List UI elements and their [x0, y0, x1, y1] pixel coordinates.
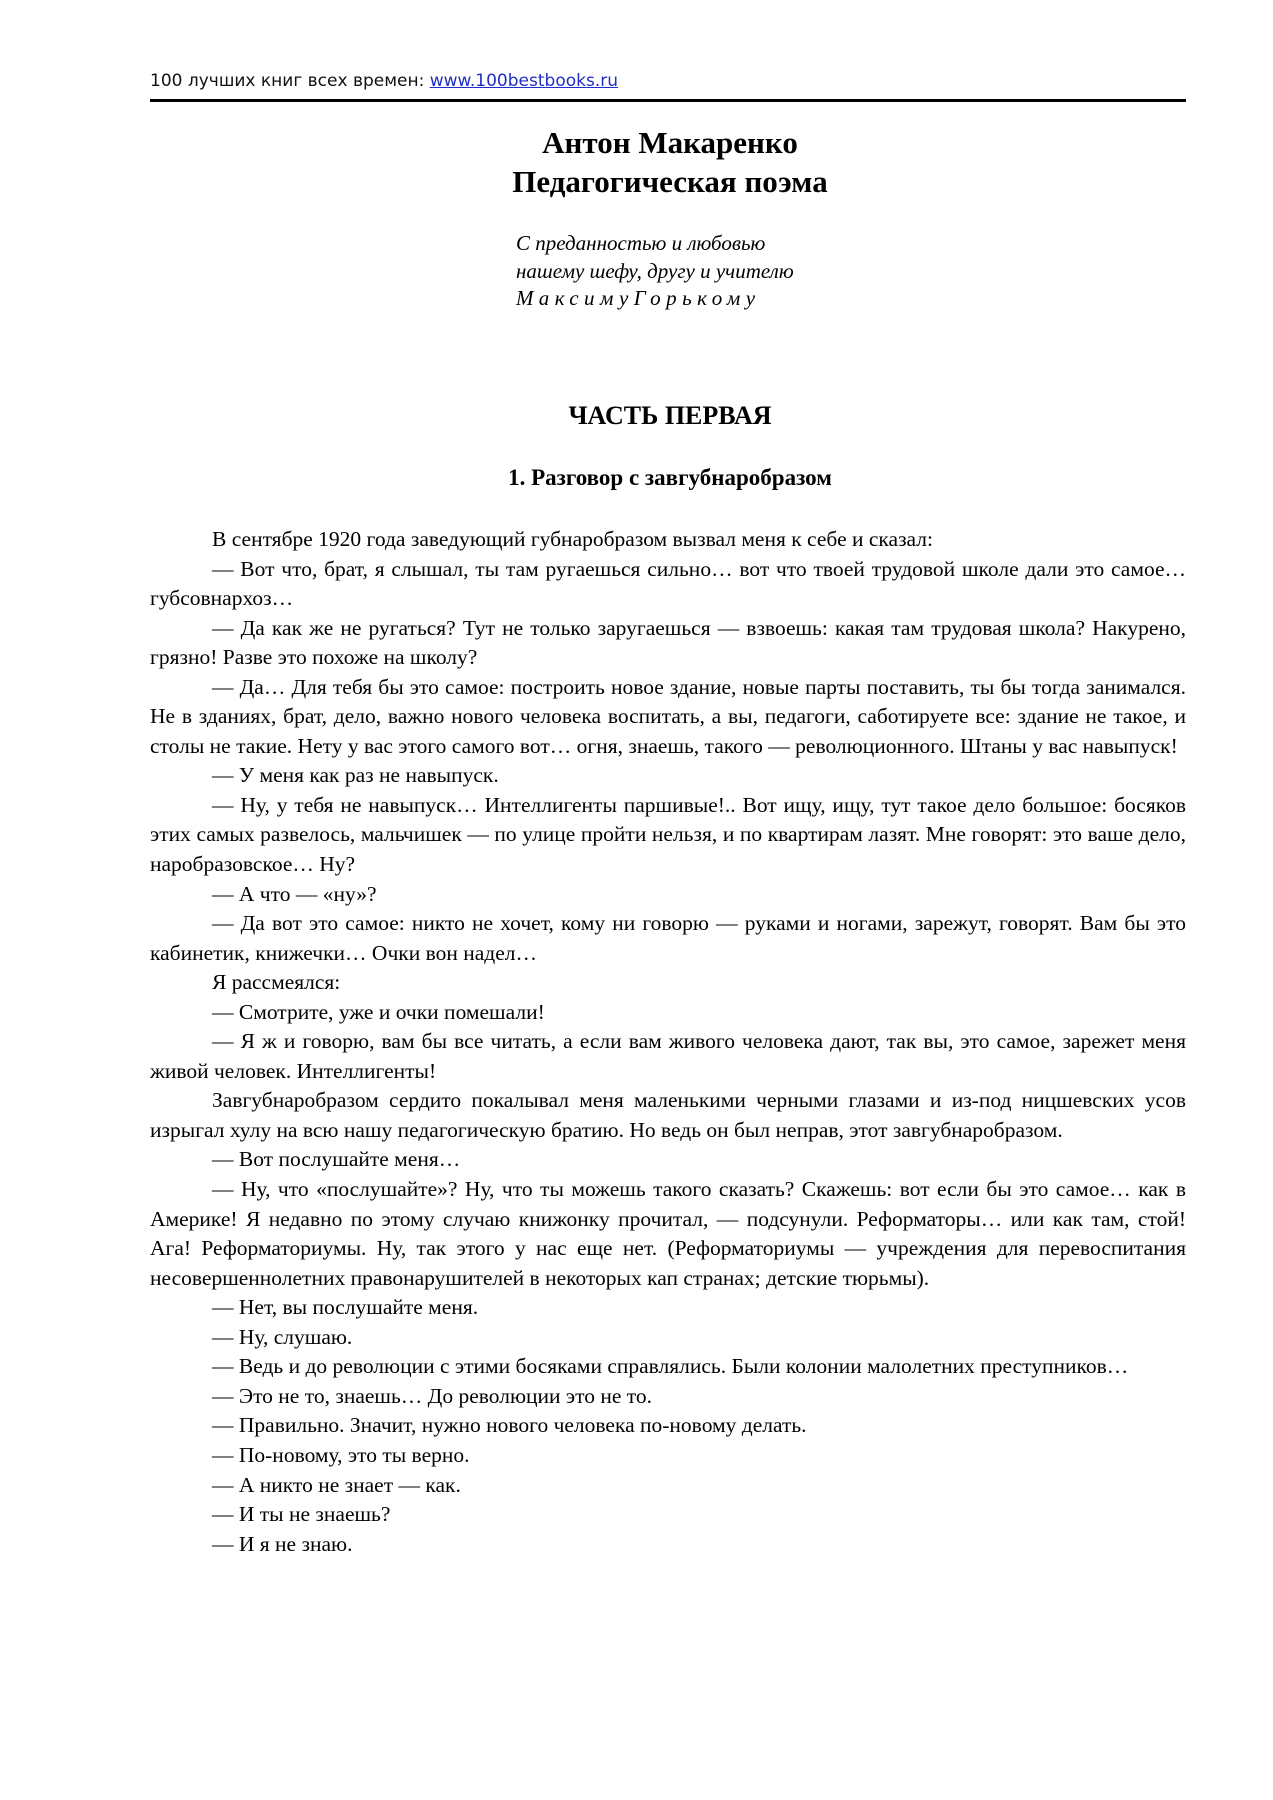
paragraph: — Ну, у тебя не навыпуск… Интеллигенты паршивые!.. Вот ищу, ищу, тут такое дело большое: босяков этих самых развелось, мальчишек — по улице пройти нельзя, и по квартирам лазят. Мне говорят: это ваше дело, наробразовское… Ну? — [150, 792, 1186, 877]
chapter-heading: 1. Разговор с завгубнаробразом — [508, 465, 832, 490]
paragraph: — По-новому, это ты верно. — [212, 1442, 470, 1467]
paragraph: — Я ж и говорю, вам бы все читать, а если вам живого человека дают, так вы, это самое, зарежет меня живой человек. Интеллигенты! — [150, 1029, 1186, 1083]
running-header — [150, 70, 1186, 92]
paragraph: — Да… Для тебя бы это самое: построить новое здание, новые парты поставить, ты бы тогда занимался. Не в зданиях, брат, дело, важно нового человека воспитать, а вы, педагоги, саботируете все: здание не такое, и столы не такие. Нету у вас этого самого вот… огня, знаешь, такого — революционного. Штаны у вас навыпуск! — [150, 674, 1186, 758]
paragraph: — Да как же не ругаться? Тут не только заругаешься — взвоешь: какая там трудовая школа? Накурено, грязно! Разве это похоже на школу? — [150, 615, 1186, 670]
paragraph: В сентябре 1920 года заведующий губнаробразом вызвал меня к себе и сказал: — [212, 527, 933, 551]
paragraph: — Да вот это самое: никто не хочет, кому ни говорю — руками и ногами, зарежут, говорят. Вам бы это кабинетик, книжечки… Очки вон надел… — [150, 911, 1186, 965]
book-title: Педагогическая поэма — [512, 164, 828, 199]
paragraph: — А что — «ну»? — [212, 881, 377, 906]
paragraph: — Ну, что «послушайте»? Ну, что ты можешь такого сказать? Скажешь: вот если бы это самое… как в Америке! Я недавно по этому случаю книжонку прочитал, — подсунули. Реформаторы… или как там, стой! Ага! Реформаториумы. Ну, так этого у нас еще нет. (Реформаториумы — учреждения для перевоспитания несовершеннолетних правонарушителей в некоторых кап странах; детские тюрьмы). — [150, 1177, 1186, 1290]
paragraph: — Ну, слушаю. — [212, 1324, 353, 1349]
body-text — [150, 525, 1186, 1559]
epigraph — [516, 230, 794, 313]
part-heading: ЧАСТЬ ПЕРВАЯ — [568, 401, 772, 430]
header-prefix: 100 лучших книг всех времен: — [150, 71, 430, 91]
paragraph: — Смотрите, уже и очки помешали! — [212, 999, 545, 1024]
paragraph: — У меня как раз не навыпуск. — [212, 763, 499, 788]
paragraph: Я рассмеялся: — [212, 970, 341, 995]
title-block — [0, 123, 1273, 201]
header-divider — [150, 99, 1186, 102]
paragraph: Завгубнаробразом сердито покалывал меня маленькими черными глазами и из-под ницшевских усов изрыгал хулу на всю нашу педагогическую братию. Но ведь он был неправ, этот завгубнаробразом. — [150, 1088, 1186, 1142]
site-link[interactable]: www.100bestbooks.ru — [429, 71, 618, 91]
paragraph: — Это не то, знаешь… До революции это не то. — [212, 1383, 653, 1408]
epigraph-dedicatee: МаксимуГорькому — [516, 286, 761, 310]
paragraph: — Нет, вы послушайте меня. — [212, 1295, 479, 1320]
paragraph: — И ты не знаешь? — [212, 1502, 391, 1527]
epigraph-line: С преданностью и любовью — [516, 231, 766, 255]
paragraph: — А никто не знает — как. — [212, 1472, 461, 1497]
paragraph: — Вот послушайте меня… — [212, 1147, 461, 1172]
author-name: Антон Макаренко — [542, 125, 798, 160]
paragraph: — Ведь и до революции с этими босяками справлялись. Были колонии малолетних преступников… — [212, 1354, 1129, 1379]
paragraph: — И я не знаю. — [212, 1531, 353, 1556]
paragraph: — Правильно. Значит, нужно нового человека по-новому делать. — [212, 1413, 807, 1438]
epigraph-line: нашему шефу, другу и учителю — [516, 258, 794, 283]
paragraph: — Вот что, брат, я слышал, ты там ругаешься сильно… вот что твоей трудовой школе дали это самое… губсовнархоз… — [150, 556, 1186, 611]
